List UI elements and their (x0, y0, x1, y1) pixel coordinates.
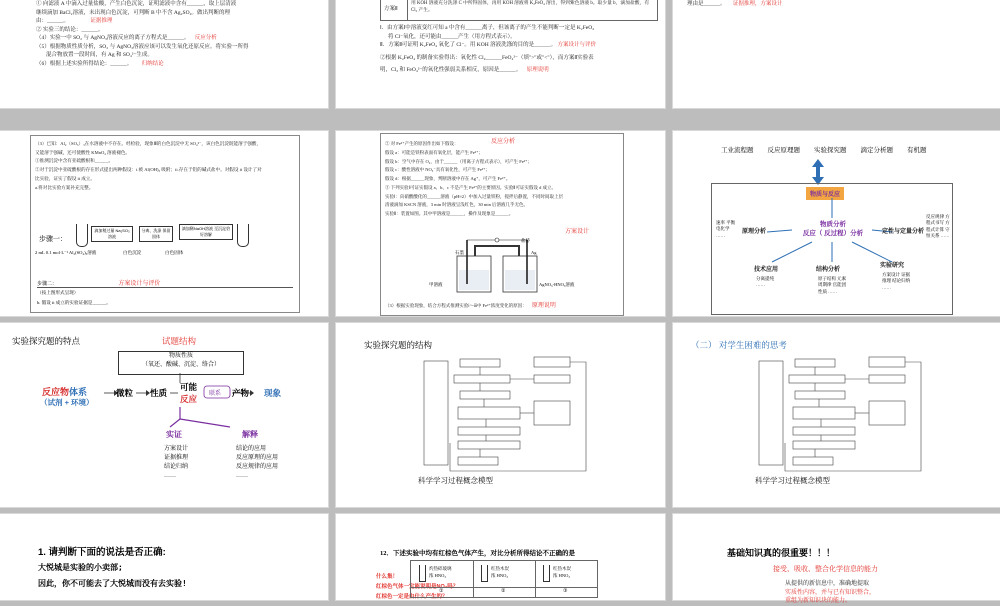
slide7-micro: 微粒 (116, 388, 134, 398)
slide1-line7: 混合物放置一段时间，有 Ag 和 SO₄²⁻生成。 (46, 52, 153, 59)
slide5-tag-reaction: 反应分析 (491, 139, 516, 145)
slide11-t2a: 红热木炭 (491, 566, 509, 571)
slide2-tag-design: 方案设计与评价 (557, 42, 596, 49)
slide11-note1: 什么集！ (376, 574, 399, 580)
slide11-t3b: 浓 HNO₃ (553, 573, 570, 579)
slide4-tag: 方案设计与评价 (118, 281, 161, 287)
slide5-line5: 假设 d：根据______现象，判断溶液中存在 Ag⁺，可产生 Fe³⁺。 (385, 176, 511, 182)
slide10-title: 1. 请判断下面的说法是否正确: (38, 547, 166, 558)
slide5-line3: 假设 b：空气中存在 O₂，由于______（用离子方程式表示），可产生 Fe³⁺； (385, 158, 532, 164)
slide11-t1a: 灼热碎玻璃 (429, 566, 452, 571)
slide5-line2: 假设 a：可能是铁粉表面有氧化层，能产生 Fe³⁺； (385, 149, 483, 155)
slide11-n3: ③ (563, 589, 568, 594)
slide6-question-types (721, 145, 981, 154)
slide1-line6: （5）根据物质性质分析，SO₂ 与 AgNO₃溶液应该可以发生氧化还原反应。将实验一所得 (36, 43, 249, 50)
slide2-line5: 明，Cl₂ 和 FeO₄²⁻的氧化性强弱关系相反，原因是______。 (380, 67, 522, 74)
slide4-line1: （3）已知：Al₂（SO₃）₃在水溶液中不存在。经检验，现象Ⅲ的白色沉淀中无 SO₄²⁻，该白色沉淀既能溶于强酸， (35, 141, 262, 146)
slide6-type-1: 工业流程题 (721, 147, 754, 154)
slide2-line4: ②根据 K₂FeO₄ 的制备实验得出：氧化性 Cl₂______FeO₄²⁻（填">"或"<"），而方案Ⅱ实验表 (380, 54, 594, 61)
slide-thumbnail-1[interactable] (0, 0, 328, 108)
slide-thumbnail-5[interactable] (336, 131, 665, 316)
slide7-box-sub: （氧还、酸碱、沉淀、络合） (141, 362, 220, 368)
slide7-verify-item: …… (164, 473, 176, 479)
slide1-line4: ② 实验三的结论：______。 (36, 26, 104, 33)
test-tube-icon (237, 224, 249, 247)
slide7-verify-list (164, 445, 188, 481)
slide7-explain-item: 反应原理的应用 (236, 455, 279, 461)
slide-thumbnail-3[interactable] (673, 0, 1000, 108)
slide-thumbnail-12[interactable] (673, 514, 1000, 605)
slide11-note3: 红棕色一定是由什么产生的？ (376, 594, 448, 600)
slide6-branch-structure: 结构分析 (816, 267, 841, 273)
slide4-line3: ①推测沉淀中含有亚硫酸根和______。 (35, 158, 114, 164)
slide11-experiment-table (410, 560, 598, 598)
slide11-n1: ① (439, 589, 444, 594)
test-tube-icon (419, 565, 426, 582)
slide6-left1: 原理分析 (742, 229, 767, 235)
slide5-left-electrode: 石墨 (455, 250, 464, 255)
learning-process-flowchart (414, 353, 604, 475)
slide5-line1: ② 对 Fe³⁺产生的原因作出如下假设： (385, 141, 459, 146)
slide2-line2: 将 Cl⁻氧化，还可能由______产生（用方程式表示）。 (388, 33, 516, 40)
slide4-note1: （按上图形式呈现） (37, 290, 79, 295)
slide5-bridge: 盐桥 (521, 238, 530, 243)
slide1-tag-evidence: 证据推理 (90, 18, 113, 25)
slide11-title: 12．下述实验中均有红棕色气体产生，对比分析所得结论不正确的是 (380, 550, 575, 557)
slide7-possible: 可能 (180, 382, 198, 392)
slide6-type-4: 滴定分析题 (860, 147, 893, 154)
slide1-tag-conclusion: 归纳结论 (141, 60, 164, 67)
slide6-center: 物质与反应 (806, 187, 844, 200)
slide12-subtitle: 接受、吸收、整合化学信息的能力 (773, 566, 878, 573)
slide12-line2: 实质性内容，并与已有知识整合， (785, 589, 876, 596)
slide6-branch-experiment-note: 方案设计 证据推理 结论归纳 …… (882, 272, 911, 290)
slide7-explain-item: …… (236, 473, 248, 479)
slide7-system-sub: （试剂 + 环境） (40, 398, 94, 407)
slide12-body (785, 580, 875, 606)
slide4-flow1: 滴加稍过量 Na₂SO₃溶液 (91, 226, 133, 242)
slide2-row-label: 方案Ⅱ (384, 6, 398, 12)
slide1-tag-reaction: 反应分析 (194, 35, 217, 42)
slide6-mindmap (711, 183, 953, 315)
slide-thumbnail-2[interactable] (336, 0, 665, 108)
slide12-line1: 从提供的新信息中，准确地提取 (785, 581, 870, 587)
slide7-reactant-label: 反应物 (42, 387, 70, 397)
slide4-flow2: 分离、洗涤 保留固体 (139, 226, 173, 242)
slide6-type-3: 实验探究题 (814, 147, 847, 154)
test-tube-icon (481, 565, 488, 582)
test-tube-icon (76, 224, 88, 247)
slide-thumbnail-9[interactable] (673, 323, 1000, 507)
slide5-line4: 假设 c：酸性溶液中 NO₃⁻具有氧化性，可产生 Fe³⁺； (385, 167, 491, 173)
slide2-line3: Ⅱ．方案Ⅱ可证明 K₂FeO₄ 氧化了 Cl⁻。用 KOH 溶液洗涤的目的是______。 (380, 42, 557, 49)
slide9-caption: 科学学习过程概念模型 (755, 476, 830, 485)
slide5-line10: （3）根据实验现象，结合方程式推测实验ⅰ～ⅲ中 Fe³⁺浓度变化的原因： (385, 303, 527, 308)
slide-thumbnail-7[interactable] (0, 323, 328, 507)
slide6-branch-experiment: 实验研究 (880, 263, 905, 269)
slide1-line5: （4）实验一中 SO₂ 与 AgNO₃溶液反应的离子方程式是______。 (36, 35, 190, 42)
slide1-line2: 继续滴加 BaCl₂溶液，未出现白色沉淀，可判断 B 中不含 Ag₂SO₄。做出判断的理 (36, 9, 230, 16)
slide8-caption: 科学学习过程概念模型 (418, 476, 493, 485)
double-arrow-icon (811, 159, 825, 185)
slide1-line8: （6）根据上述实验所得结论：______。 (36, 60, 133, 67)
slide6-type-2: 反应原理题 (767, 147, 800, 154)
slide7-product: 产物 (232, 388, 250, 398)
slide7-link: 联系 (209, 391, 222, 397)
slide4-step1: 步骤一： (39, 235, 67, 243)
slide12-title: 基础知识真的很重要！！！ (727, 548, 836, 558)
slide7-verify-item: 方案设计 (164, 446, 189, 452)
slide7-explain-list (236, 445, 278, 481)
slide5-tag-principle: 原理说明 (531, 303, 556, 309)
slide5-right-electrode: Ag (531, 250, 537, 255)
slide5-line6: ③ 下列实验Ⅰ可证实假设 a、b、c 不是产生 Fe³⁺的主要原因。实验Ⅱ可证实假设 d 成立。 (385, 184, 557, 190)
slide3-tag: 证据推理，方案设计 (732, 1, 783, 7)
slide9-title: （二） 对学生困难的思考 (691, 340, 787, 350)
slide7-property: 性质 (150, 388, 168, 398)
slide7-verify-item: 结论归纳 (164, 464, 189, 470)
slide11-t2b: 浓 HNO₃ (491, 573, 508, 579)
slide4-frame (30, 135, 300, 313)
slide7-subtitle: 试题结构 (162, 336, 197, 346)
slide5-frame (380, 133, 624, 316)
slide7-box-title: 物质性质 (168, 353, 193, 359)
slide4-line2: 又能溶于强碱，还可使酸性 KMnO₄ 溶液褪色。 (35, 149, 131, 155)
slide6-type-5: 有机题 (907, 147, 927, 154)
slide6-right1-note: 反应规律 方程式书写 方程式计算 守恒关系 …… (926, 214, 950, 238)
slide7-title: 实验探究题的特点 (12, 336, 81, 346)
slide4-step2: 步骤二： (37, 282, 58, 287)
slide6-core-1: 物质分析 (820, 221, 846, 228)
slide11-n2: ② (501, 589, 506, 594)
test-tube-icon (543, 565, 550, 582)
slide10-line1: 大悦城是实验的小卖部; (38, 563, 123, 572)
slide5-line7: 实验Ⅰ：向硝酸酸化的______溶液（pH≈2）中加入过量铁粉，搅拌后静置，不同时间取上层 (385, 193, 564, 199)
slide8-title: 实验探究题的结构 (364, 340, 433, 350)
slide6-left1-note: 速率 平衡 电化学 …… (716, 220, 736, 238)
slide11-note2: 红棕色气体一定能说明是NO₂吗？ (376, 584, 459, 590)
slide4-line6: a.将对比实验方案补充完整。 (35, 184, 94, 190)
slide2-row-text: 用 KOH 溶液充分洗涤 C 中所得固体，再用 KOH 溶液将 K₂FeO₄ 溶出，得到紫色溶液 b。取少量 b，滴加盐酸，有 Cl₂ 产生。 (411, 1, 650, 13)
slide11-t1b: 浓 HNO₃ (429, 573, 446, 579)
slide7-explain: 解释 (242, 430, 258, 439)
slide2-table (380, 0, 658, 21)
slide7-phenomenon: 现象 (264, 388, 282, 398)
slide-thumbnail-11[interactable] (336, 514, 665, 600)
slide4-line4: ②对于沉淀中亚硫酸根的存在形式提出两种假设：i.被 Al(OH)₃ 吸附；ii.存在于铝的碱式盐中。对假设 ii 设计了对 (35, 167, 262, 173)
slide5-tag-design: 方案设计 (565, 229, 590, 235)
learning-process-flowchart (749, 353, 939, 475)
slide5-line8: 清液滴加 KSCN 溶液，3 min 时溶液呈浅红色，30 min 后溶液几乎无色。 (385, 202, 529, 208)
slide-thumbnail-8[interactable] (336, 323, 665, 507)
slide7-explain-item: 结论的应用 (236, 446, 267, 452)
slide1-line3: 由：______。 (36, 18, 70, 25)
slide5-right-solution: AgNO₃-HNO₃溶液 (539, 282, 575, 287)
slide4-flow3: 滴加稀NaOH溶液 至沉淀恰好溶解 (179, 224, 233, 240)
slide11-t3a: 红热木炭 (553, 566, 571, 571)
slide6-branch-tech: 技术应用 (754, 267, 779, 273)
slide3-line1: 理由是______。 (687, 1, 726, 7)
slide12-line3: 重组为新知识块的能力。 (785, 598, 852, 605)
slide5-left-solution: 甲溶液 (429, 282, 443, 287)
slide6-branch-structure-note: 原子结构 元素周期律 官能团性质 …… (818, 276, 847, 294)
slide2-line1: Ⅰ．由方案Ⅰ中溶液变红可知 a 中含有______离子，但该离子的产生不能判断一定是 K₂FeO₄ (380, 25, 595, 31)
slide7-verify-item: 证据推理 (164, 455, 189, 461)
slide6-branch-tech-note: 分离提纯 …… (756, 276, 774, 288)
slide4-product2: 白色固体 (165, 250, 184, 255)
slide7-explain-item: 反应规律的应用 (236, 464, 279, 470)
slide7-reaction: 反应 (180, 394, 198, 404)
slide1-line1: ① 向滤液 A 中滴入过量盐酸，产生白色沉淀，证明滤液中含有______，取上层清液 (36, 1, 237, 7)
slide5-line9: 实验Ⅱ：装置如图。其中甲溶液是______，操作及现象是______。 (385, 211, 514, 217)
slide10-line2: 因此，你不可能去了大悦城而没有去实验! (38, 579, 187, 588)
slide4-note2: b. 假设 ii 成立的实验证据是______。 (37, 300, 111, 305)
slide-thumbnail-10[interactable] (0, 514, 328, 600)
slide4-reagent: 2 mL 0.1 mol·L⁻¹ Al₂(SO₄)₃溶液 (35, 250, 97, 255)
slide-thumbnail-4[interactable] (0, 131, 328, 316)
slide6-core-2: 反应（ 反过程）分析 (802, 230, 864, 238)
slide7-verify: 实证 (166, 430, 182, 439)
slide4-product: 白色沉淀 (123, 250, 142, 255)
slide6-right1: 定性与定量分析 (882, 229, 925, 235)
slide4-line5: 比实验，证实了假设 ii 成立。 (35, 175, 95, 181)
slide-thumbnail-6[interactable] (673, 131, 1000, 316)
slide7-system-label: 体系 (69, 387, 88, 397)
slide2-tag-principle: 原理说明 (526, 67, 549, 74)
